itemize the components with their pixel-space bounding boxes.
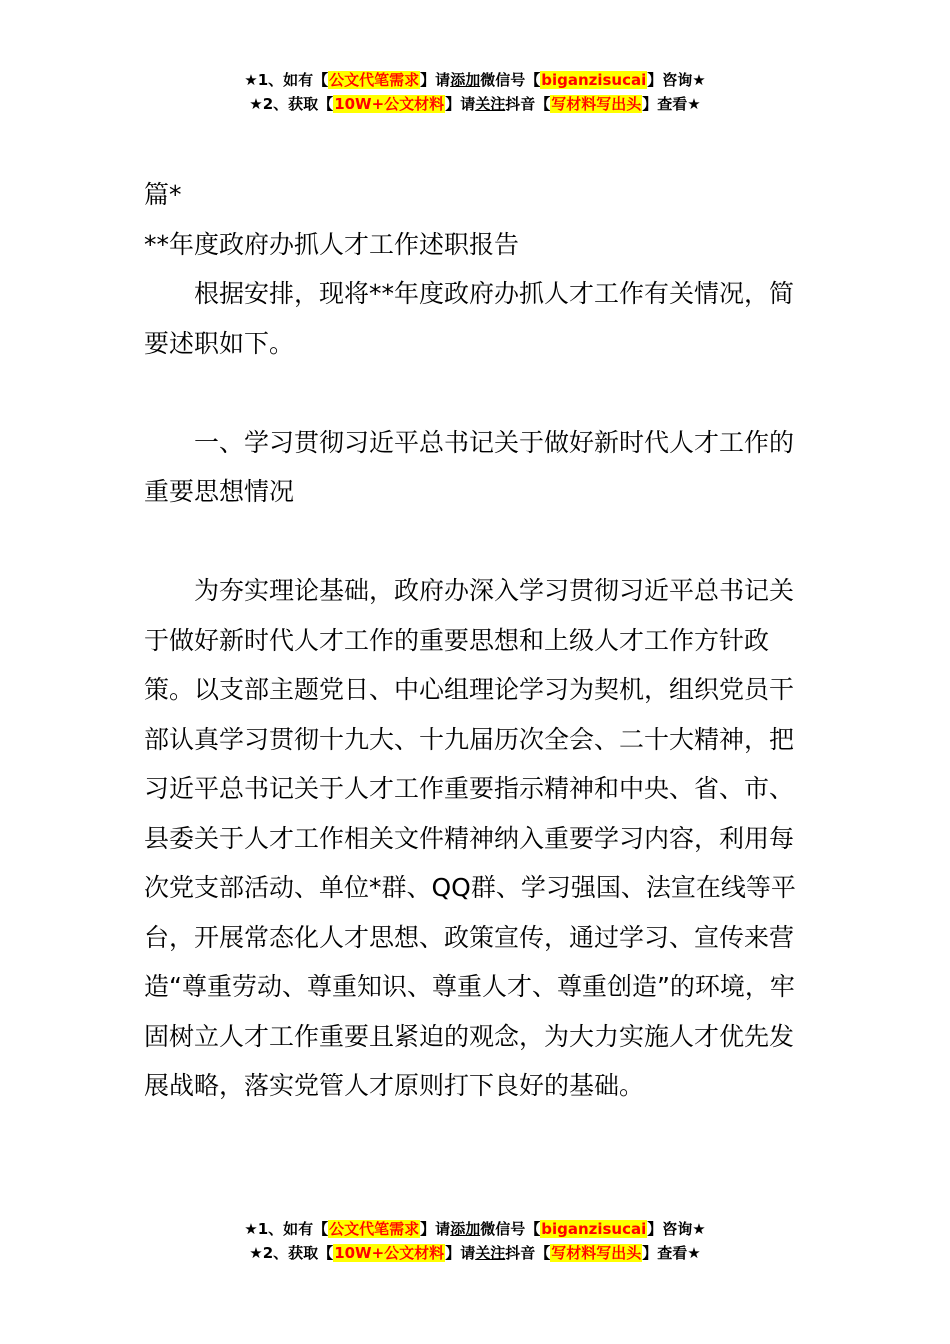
spacer [144,517,808,567]
document-body [144,170,808,1111]
footer-line-1: ★1、如有【公文代笔需求】请添加微信号【biganzisucai】咨询★ [244,1220,706,1238]
highlight-douyin-id: 写材料写出头 [551,95,642,113]
spacer [144,368,808,418]
body-paragraph-1: 为夯实理论基础，政府办深入学习贯彻习近平总书记关于做好新时代人才工作的重要思想和上级人才工作方针政策。以支部主题党日、中心组理论学习为契机，组织党员干部认真学习贯彻十九大、十九届历次全会、二十大精神，把习近平总书记关于人才工作重要指示精神和中央、省、市、县委关于人才工作相关文件精神纳入重要学习内容，利用每次党支部活动、单位*群、QQ群、学习强国、法宣在线等平台，开展常态化人才思想、政策宣传，通过学习、宣传来营造“尊重劳动、尊重知识、尊重人才、尊重创造”的环境，牢固树立人才工作重要且紧迫的观念，为大力实施人才优先发展战略，落实党管人才原则打下良好的基础。 [144,576,796,1100]
highlight-service: 公文代笔需求 [329,1220,420,1238]
banner-line-1: ★1、如有【公文代笔需求】请添加微信号【biganzisucai】咨询★ [244,71,706,89]
highlight-materials: 10W+公文材料 [334,1244,445,1262]
section-label: 篇* [144,180,182,209]
highlight-douyin-id: 写材料写出头 [551,1244,642,1262]
intro-paragraph: 根据安排，现将**年度政府办抓人才工作有关情况，简要述职如下。 [144,279,795,358]
footer-line-2: ★2、获取【10W+公文材料】请关注抖音【写材料写出头】查看★ [249,1244,701,1262]
header-banner [0,68,950,116]
section-heading-1: 一、学习贯彻习近平总书记关于做好新时代人才工作的重要思想情况 [144,427,795,506]
document-title: **年度政府办抓人才工作述职报告 [144,229,520,259]
highlight-wechat-id: biganzisucai [541,71,647,89]
footer-banner [0,1217,950,1265]
highlight-materials: 10W+公文材料 [334,95,445,113]
banner-line-2: ★2、获取【10W+公文材料】请关注抖音【写材料写出头】查看★ [249,95,701,113]
highlight-service: 公文代笔需求 [329,71,420,89]
highlight-wechat-id: biganzisucai [541,1220,647,1238]
